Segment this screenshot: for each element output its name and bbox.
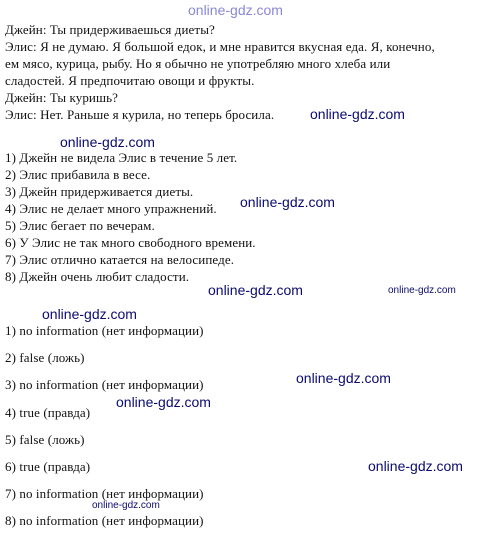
watermark: online-gdz.com [42,306,137,322]
statement-item: 4) Элис не делает много упражнений. [5,201,217,216]
answer-item: 5) false (ложь) [5,432,85,447]
answer-item: 4) true (правда) [5,405,91,420]
answer-item: 8) no information (нет информации) [5,513,204,528]
watermark: online-gdz.com [116,394,211,410]
dialogue-line: сладостей. Я предпочитаю овощи и фрукты. [5,73,255,88]
watermark-top: online-gdz.com [188,2,283,18]
statement-item: 5) Элис бегает по вечерам. [5,218,155,233]
statement-item: 2) Элис прибавила в весе. [5,167,151,182]
watermark: online-gdz.com [60,134,155,150]
dialogue-line: Элис: Я не думаю. Я большой едок, и мне нравится вкусная еда. Я, конечно, [5,39,435,54]
statement-item: 3) Джейн придерживается диеты. [5,184,194,199]
watermark: online-gdz.com [310,106,405,122]
answer-item: 2) false (ложь) [5,350,85,365]
watermark: online-gdz.com [92,500,160,511]
answer-item: 7) no information (нет информации) [5,486,204,501]
statement-item: 6) У Элис не так много свободного времени. [5,235,256,250]
statement-item: 8) Джейн очень любит сладости. [5,269,190,284]
answer-item: 1) no information (нет информации) [5,323,204,338]
answer-item: 6) true (правда) [5,459,91,474]
dialogue-line: Джейн: Ты придерживаешься диеты? [5,22,215,37]
dialogue-line: ем мясо, курица, рыбу. Но я обычно не употребляю много хлеба или [5,56,391,71]
statement-item: 1) Джейн не видела Элис в течение 5 лет. [5,150,238,165]
statement-item: 7) Элис отлично катается на велосипеде. [5,252,235,267]
watermark: online-gdz.com [208,282,303,298]
answer-item: 3) no information (нет информации) [5,377,204,392]
watermark: online-gdz.com [368,458,463,474]
watermark: online-gdz.com [240,194,335,210]
watermark: online-gdz.com [296,370,391,386]
dialogue-line: Элис: Нет. Раньше я курила, но теперь бросила. [5,107,275,122]
dialogue-line: Джейн: Ты куришь? [5,90,118,105]
watermark: online-gdz.com [388,285,456,296]
